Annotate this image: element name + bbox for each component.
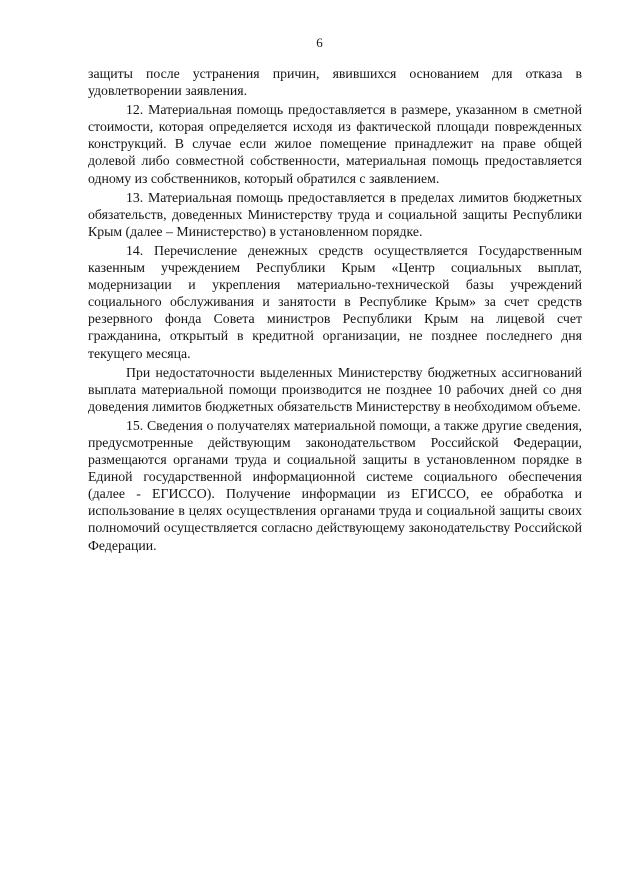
page-number: 6 — [316, 35, 323, 50]
paragraph-continuation: защиты после устранения причин, явившихся основанием для отказа в удовлетворении заявления. — [88, 66, 582, 99]
paragraph-item-12: 12. Материальная помощь предоставляется в размере, указанном в сметной стоимости, которая определяется исходя из фактической площади поврежденных конструкций. В случае если жилое помещение принадлежит на праве общей долевой либо совместной собственности, материальная помощь предоставляется одному из собственников, который обратился с заявлением. — [88, 102, 582, 186]
paragraph-item-14-insufficient-funds: При недостаточности выделенных Министерству бюджетных ассигнований выплата материальной помощи производится не позднее 10 рабочих дней со дня доведения лимитов бюджетных обязательств Министерству в необходимом объеме. — [88, 364, 582, 414]
paragraph-item-15: 15. Сведения о получателях материальной помощи, а также другие сведения, предусмотренные действующим законодательством Российской Федерации, размещаются органами труда и социальной защиты в установленном порядке в Единой государственной информационной системе социального обеспечения (далее - ЕГИССО). Получение информации из ЕГИССО, ее обработка и использование в целях осуществления органами труда и социальной защиты своих полномочий осуществляется согласно действующему законодательству Российской Федерации. — [88, 417, 582, 553]
paragraph-item-14: 14. Перечисление денежных средств осуществляется Государственным казенным учреждением Республики Крым «Центр социальных выплат, модернизации и укрепления материально-технической базы учреждений социального обслуживания и занятости в Республике Крым» за счет средств резервного фонда Совета министров Республики Крым на лицевой счет гражданина, открытый в кредитной организации, не позднее последнего дня текущего месяца. — [88, 242, 582, 361]
document-body — [88, 65, 582, 554]
paragraph-item-13: 13. Материальная помощь предоставляется в пределах лимитов бюджетных обязательств, доведенных Министерству труда и социальной защиты Республики Крым (далее – Министерство) в установленном порядке. — [88, 189, 582, 239]
